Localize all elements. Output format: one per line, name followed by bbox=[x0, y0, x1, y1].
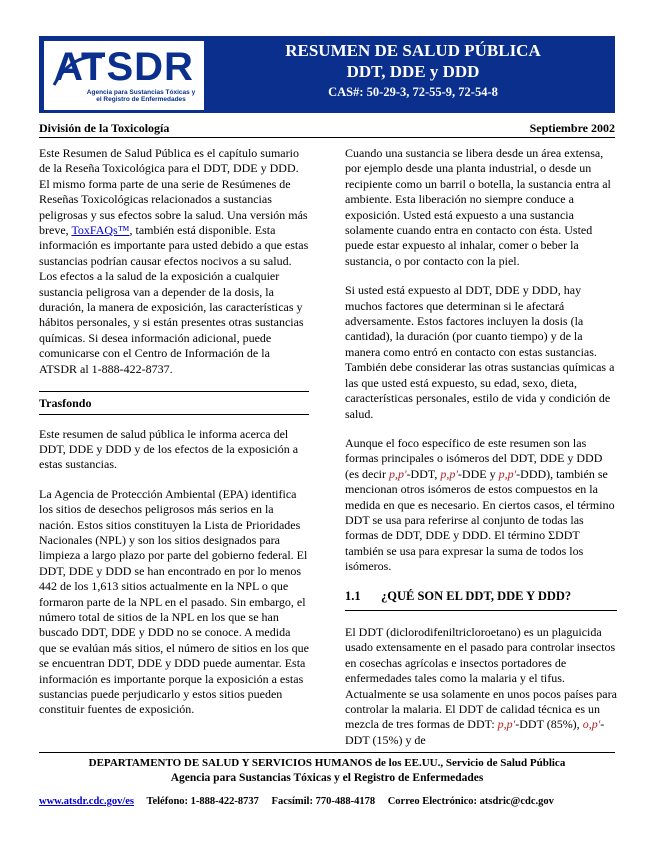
left-column bbox=[39, 146, 309, 732]
contact-line bbox=[39, 796, 615, 807]
cas-numbers: CAS#: 50-29-3, 72-55-9, 72-54-8 bbox=[328, 85, 498, 99]
definition-text-a: El DDT (diclorodifeniltricloroetano) es un plaguicida usado extensamente en el pasado para controlar insectos en cosechas agrícolas e insectos portadores de enfermedades tales como la malaria y el tifus. Actualmente se usa solamente en unos pocos países para controlar la malaria. El DDT de calidad técnica es un mezcla de tres formas de DDT: bbox=[345, 624, 617, 732]
division-bar bbox=[39, 121, 615, 138]
page-title: RESUMEN DE SALUD PÚBLICA bbox=[285, 41, 541, 60]
logo-subtitle bbox=[82, 89, 200, 103]
definition-text-b: -DDT (85%), bbox=[515, 717, 583, 732]
section-heading-1-1 bbox=[345, 589, 617, 611]
fax-number: Facsímil: 770-488-4178 bbox=[271, 796, 376, 807]
footer-agency-name: Agencia para Sustancias Tóxicas y el Registro de Enfermedades bbox=[170, 772, 484, 784]
isomers-text-b: -DDT, bbox=[406, 466, 441, 481]
division-name: División de la Toxicología bbox=[39, 121, 170, 135]
header-banner bbox=[39, 36, 615, 113]
isomers-text-c: -DDE y bbox=[457, 466, 499, 481]
isomers-text-d: -DDD), también se mencionan otros isómeros de estos compuestos en la medida en que es necesario. En ciertos casos, el término DDT se usa para referirse al conjunto de todas las formas de DDT, DDE y DDD. El término ΣDDT también se usa para expresar la suma de todos los isómeros. bbox=[345, 466, 615, 574]
definition-text-c: -DDT (15%) y de bbox=[345, 717, 605, 747]
isomer-label: o,p' bbox=[582, 717, 601, 732]
right-column bbox=[345, 146, 617, 762]
logo-subtitle-line1: Agencia para Sustancias Tóxicas y bbox=[86, 89, 196, 96]
background-paragraph-1: Este resumen de salud pública le informa acerca del DDT, DDE y DDD y de los efectos de la exposición a estas sustancias. bbox=[39, 426, 299, 472]
isomer-label: p,p' bbox=[440, 466, 458, 481]
isomer-label: p,p' bbox=[498, 466, 517, 481]
email-address: Correo Electrónico: atsdric@cdc.gov bbox=[387, 796, 554, 807]
logo-text: ATSDR bbox=[54, 45, 194, 89]
footer-department: DEPARTAMENTO DE SALUD Y SERVICIOS HUMANOS de los EE.UU., Servicio de Salud Pública bbox=[88, 757, 566, 769]
ddt-definition-paragraph bbox=[345, 625, 617, 748]
toxfaqs-link[interactable]: ToxFAQs™ bbox=[71, 223, 130, 238]
section-title-trasfondo: Trasfondo bbox=[39, 391, 309, 414]
logo-subtitle-line2: el Registro de Enfermedades bbox=[96, 96, 186, 103]
isomer-label: p,p' bbox=[497, 717, 516, 732]
website-link[interactable]: www.atsdr.cdc.gov/es bbox=[39, 796, 134, 807]
isomer-label: p,p' bbox=[388, 466, 407, 481]
intro-paragraph bbox=[39, 146, 309, 377]
background-paragraph-2: La Agencia de Protección Ambiental (EPA) identifica los sitios de desechos peligrosos más serios en la nación. Estos sitios constituyen la Lista de Prioridades Nacionales (NPL) y son los sitios designados para limpieza a largo plazo por parte del gobierno federal. El DDT, DDE y DDD se han encontrado en por lo menos 442 de los 1,613 sitios actualmente en la NPL o que formaron parte de la NPL en el pasado. Sin embargo, el número total de sitios de la NPL en los que se han buscado DDT, DDE y DDD no se conoce. A medida que se evalúan más sitios, el número de sitios en los que se encuentran DDT, DDE y DDD puede aumentar. Esta información es importante porque la exposición a estas sustancias puede perjudicarlo y estos sitios pueden constituir fuentes de exposición. bbox=[39, 486, 309, 717]
section-number: 1.1 bbox=[345, 588, 361, 603]
publication-date: Septiembre 2002 bbox=[529, 121, 615, 135]
page-subtitle: DDT, DDE y DDD bbox=[346, 62, 480, 81]
phone-number: Teléfono: 1-888-422-8737 bbox=[146, 796, 259, 807]
section-heading-text: ¿QUÉ SON EL DDT, DDE Y DDD? bbox=[381, 588, 572, 603]
intro-text-a: Este Resumen de Salud Pública es el capítulo sumario de la Reseña Toxicológica para el DDT, DDE y DDD. El mismo forma parte de una serie de Resúmenes de Reseñas Toxicológicas relacionados a sustancias peligrosas y sus efectos sobre la salud. Una versión más breve, bbox=[39, 146, 308, 238]
release-paragraph: Cuando una sustancia se libera desde un área extensa, por ejemplo desde una planta industrial, o desde un recipiente como un barril o botella, la sustancia entra al ambiente. Esta liberación no siempre conduce a exposición. Usted está expuesto a una sustancia solamente cuando entra en contacto con ésta. Usted puede estar expuesto al inhalar, comer o beber la sustancia, o por contacto con la piel. bbox=[345, 146, 611, 268]
isomers-paragraph bbox=[345, 436, 617, 575]
isomers-text-a: Aunque el foco específico de este resumen son las formas principales o isómeros del DDT, DDE y DDD (es decir bbox=[345, 435, 603, 481]
atsdr-logo bbox=[43, 40, 205, 111]
factors-paragraph: Si usted está expuesto al DDT, DDE y DDD, hay muchos factores que determinan si le afectará adversamente. Estos factores incluyen la dosis (la cantidad), la duración (por cuanto tiempo) y de la manera como entró en contacto con estas sustancias. También debe considerar las otras sustancias químicas a las que usted está expuesto, su edad, sexo, dieta, características personales, estilo de vida y condición de salud. bbox=[345, 283, 615, 421]
intro-text-b: , también está disponible. Esta información es importante para usted debido a que estas sustancias podrían causar efectos nocivos a su salud. Los efectos a la salud de la exposición a cualquier sustancia peligrosa van a depender de la dosis, la duración, la manera de exposición, las características y hábitos personales, y si están presentes otras sustancias químicas. Si desea información adicional, puede comunicarse con el Centro de Información de la ATSDR al 1-888-422-8737. bbox=[39, 223, 309, 376]
footer-agency bbox=[39, 752, 615, 786]
